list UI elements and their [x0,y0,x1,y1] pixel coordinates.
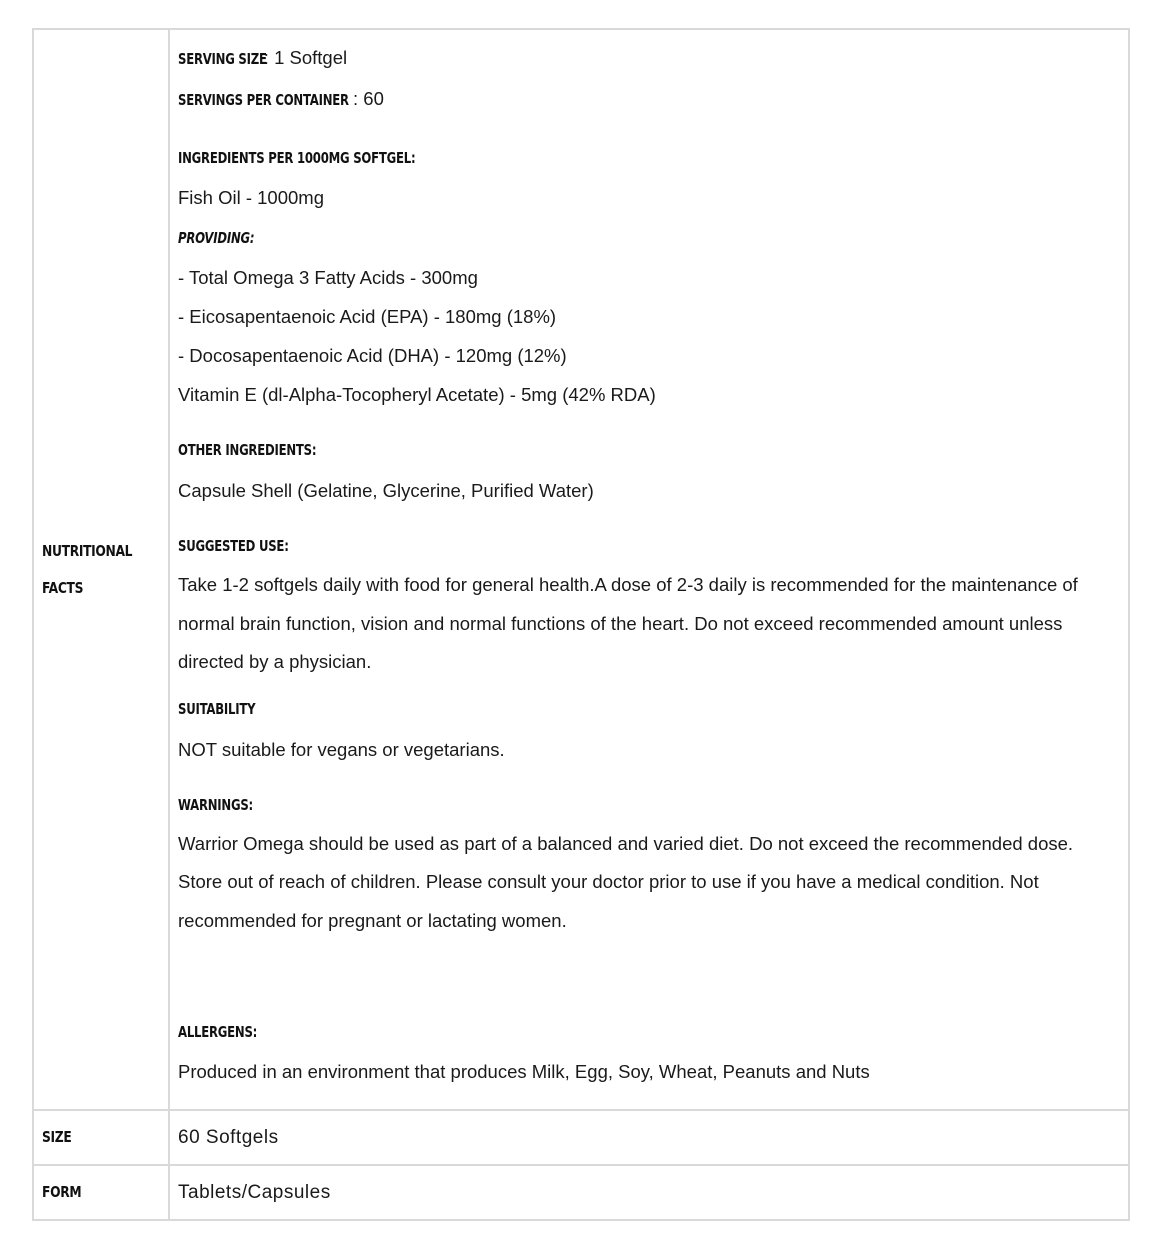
size-value: 60 Softgels [178,1126,279,1148]
size-label-cell [33,1110,169,1165]
fish-oil-line: Fish Oil - 1000mg [178,187,324,208]
serving-size-label: SERVING SIZE [178,50,267,68]
size-label: SIZE [42,1128,72,1146]
suitability-text: NOT suitable for vegans or vegetarians. [178,738,505,760]
warnings-heading: WARNINGS: [178,795,253,814]
dha-line: - Docosapentaenoic Acid (DHA) - 120mg (12%) [178,345,567,366]
nutritional-facts-row [33,29,1129,1110]
nutritional-facts-label-cell [33,29,169,1110]
suitability-heading-line [178,694,1120,723]
suggested-use-heading: SUGGESTED USE: [178,537,289,555]
form-value: Tablets/Capsules [178,1181,331,1203]
warnings-text: Warrior Omega should be used as part of a balanced and varied diet. Do not exceed the recommended dose. Store out of reach of children. Please consult your doctor prior to use if you have a medical condition. Not recommended for pregnant or lactating women. [178,832,1074,931]
form-value-cell [169,1165,1129,1220]
servings-per-container-label: SERVINGS PER CONTAINER [178,91,349,109]
other-ingredients-heading-line [178,435,1120,464]
suggested-use-heading-line [178,531,1120,560]
providing-line [178,223,1120,252]
serving-size-line [178,44,1120,73]
epa-line: - Eicosapentaenoic Acid (EPA) - 180mg (18%) [178,306,557,327]
suggested-use-text: Take 1-2 softgels daily with food for general health.A dose of 2-3 daily is recommended for the maintenance of normal brain function, vision and normal functions of the heart. Do not exceed recommended amount unless directed by a physician. [178,574,1078,672]
vitamin-e-line: Vitamin E (dl-Alpha-Tocopheryl Acetate) - 5mg (42% RDA) [178,384,656,405]
warnings-heading-line [178,790,1120,819]
providing-heading: PROVIDING: [178,229,255,247]
nutritional-facts-label-line2: FACTS [42,578,84,597]
serving-size-value: : 1 Softgel [263,47,348,68]
other-ingredients-heading: OTHER INGREDIENTS: [178,441,317,459]
form-label-cell [33,1165,169,1220]
other-ingredients-text: Capsule Shell (Gelatine, Glycerine, Purified Water) [178,480,594,501]
nutritional-facts-content [169,29,1129,1110]
size-value-cell [169,1110,1129,1165]
servings-per-container-line [178,85,1120,114]
size-row [33,1110,1129,1165]
servings-per-container-value: : 60 [353,88,384,109]
allergens-text: Produced in an environment that produces Milk, Egg, Soy, Wheat, Peanuts and Nuts [178,1061,870,1082]
ingredients-heading: INGREDIENTS PER 1000MG SOFTGEL: [178,149,416,167]
form-row [33,1165,1129,1220]
nutritional-facts-label-line1: NUTRITIONAL [42,541,133,560]
omega3-line: - Total Omega 3 Fatty Acids - 300mg [178,267,478,288]
suitability-heading: SUITABILITY [178,699,256,718]
ingredients-heading-line [178,143,1120,172]
allergens-heading: ALLERGENS: [178,1023,258,1041]
allergens-heading-line [178,1017,1120,1046]
form-label: FORM [42,1183,82,1201]
product-spec-table [32,28,1130,1221]
